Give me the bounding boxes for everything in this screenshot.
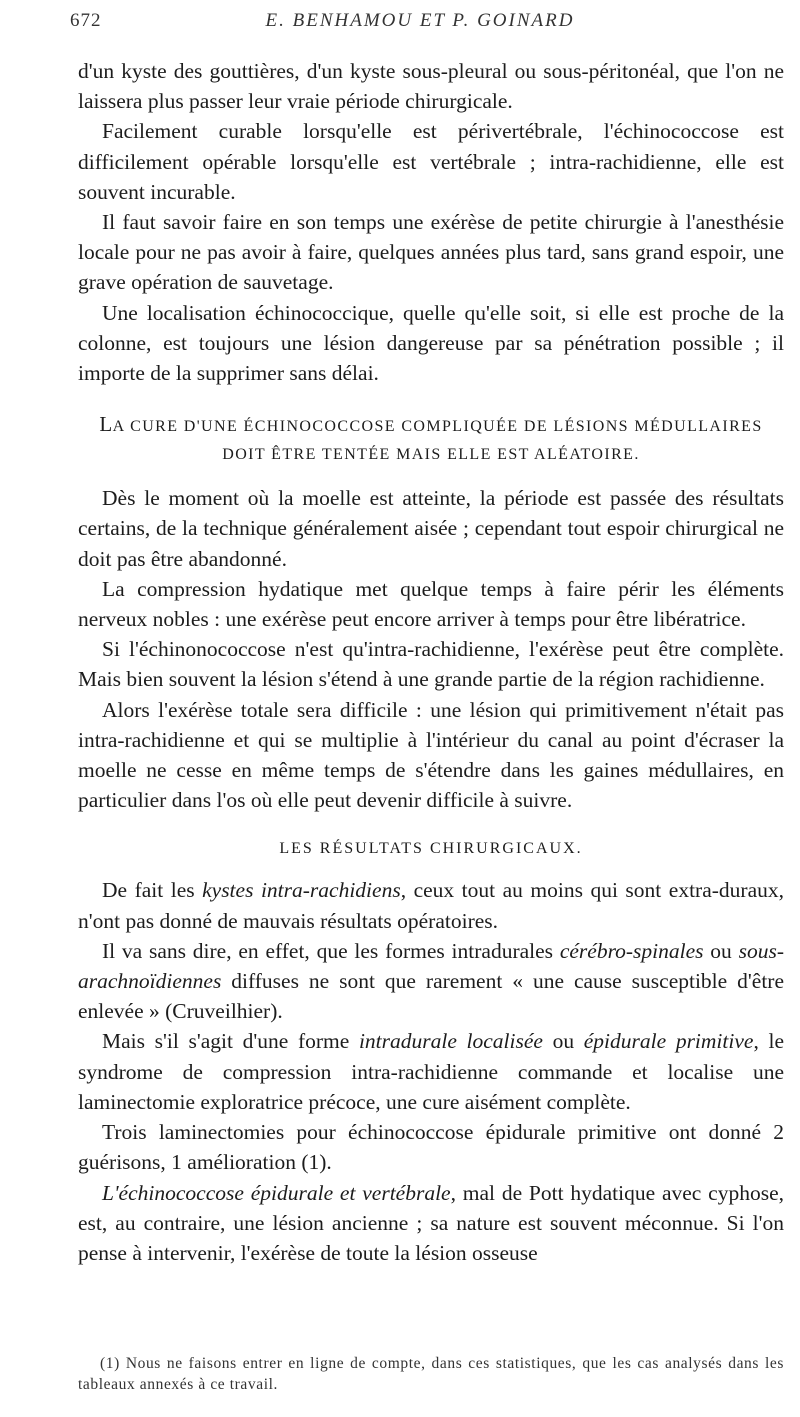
paragraph [78,936,784,1027]
paragraph: Si l'échinonococcose n'est qu'intra-rachidienne, l'exérèse peut être complète. Mais bien souvent la lésion s'étend à une grande partie de la région rachidienne. [78,637,784,692]
section-heading-line-1: A CURE D'UNE ÉCHINOCOCCOSE COMPLIQUÉE DE LÉSIONS MÉDULLAIRES [112,418,763,436]
italic-term: épidurale primitive [583,1029,754,1054]
text-run: ou [703,938,739,963]
paragraph: La compression hydatique met quelque temps à faire périr les éléments nerveux nobles : une exérèse peut encore arriver à temps pour être libératrice. [78,576,784,632]
section-heading-line-2: DOIT ÊTRE TENTÉE MAIS ELLE EST ALÉATOIRE. [222,446,640,464]
paragraph: Dès le moment où la moelle est atteinte, la période est passée des résultats certains, de la technique généralement aisée ; cependant tout espoir chirurgical ne doit pas être abandonné. [78,486,784,571]
italic-term: intradurale localisée [358,1029,543,1054]
text-run: , mal de Pott hydatique avec cyphose, est, au contraire, une lésion ancienne ; sa nature est souvent méconnue. Si l'on pense à intervenir, l'exérèse de toute la lésion osseuse [78,1180,784,1265]
text-run: diffuses ne sont que rarement « une cause susceptible d'être enlevée » (Cruveilhier). [78,969,784,1024]
running-head [70,10,770,34]
paragraph: Il faut savoir faire en son temps une exérèse de petite chirurgie à l'anesthésie locale pour ne pas avoir à faire, quelques années plus tard, sans grand espoir, une grave opération de sauvetage. [78,210,784,295]
text-run: Il va sans dire, en effet, que les formes intradurales [102,938,560,963]
running-head-authors: E. BENHAMOU ET P. GOINARD [265,10,575,31]
paragraph [78,1026,784,1117]
section-heading-results: LES RÉSULTATS CHIRURGICAUX. [279,840,583,858]
section-heading-drop-cap: L [99,412,113,437]
footnote: (1) Nous ne faisons entrer en ligne de compte, dans ces statistiques, que les cas analysés dans les tableaux annexés à ce travail. [78,1355,784,1393]
paragraph: Trois laminectomies pour échinococcose épidurale primitive ont donné 2 guérisons, 1 amélioration (1). [78,1120,784,1175]
italic-term: sous-arachnoïdiennes [78,938,784,994]
paragraph: Une localisation échinococcique, quelle qu'elle soit, si elle est proche de la colonne, est toujours une lésion dangereuse par sa pénétration possible ; il importe de la supprimer sans délai. [78,300,784,386]
italic-term: kystes intra-rachidiens [202,878,401,903]
italic-term: L'échinococcose épidurale et vertébrale [102,1180,451,1205]
main-text [78,56,784,1268]
italic-term: cérébro-spinales [559,938,704,963]
text-run: ou [542,1029,584,1054]
text-run: Mais s'il s'agit d'une forme [102,1029,359,1054]
paragraph [78,1178,784,1269]
paragraph: d'un kyste des gouttières, d'un kyste sous-pleural ou sous-péritonéal, que l'on ne laissera plus passer leur vraie période chirurgicale. [78,59,784,114]
paragraph: Alors l'exérèse totale sera difficile : une lésion qui primitivement n'était pas intra-rachidienne et qui se multiplie à l'intérieur du canal au point d'écraser la moelle ne cesse en même temps de s'étendre dans les gaines médullaires, en particulier dans l'os où elle peut devenir difficile à suivre. [78,697,784,813]
section-heading-cure [78,410,784,469]
text-run: , ceux tout au moins qui sont extra-duraux, n'ont pas donné de mauvais résultats opératoires. [78,878,784,933]
paragraph [78,875,784,935]
text-run: De fait les [102,878,203,903]
page-number: 672 [70,10,102,31]
text-run: , le syndrome de compression intra-rachidienne commande et localise une laminectomie exploratrice précoce, une cure aisément complète. [78,1029,784,1114]
paragraph: Facilement curable lorsqu'elle est périvertébrale, l'échinococcose est difficilement opérable lorsqu'elle est vertébrale ; intra-rachidienne, elle est souvent incurable. [78,119,784,204]
